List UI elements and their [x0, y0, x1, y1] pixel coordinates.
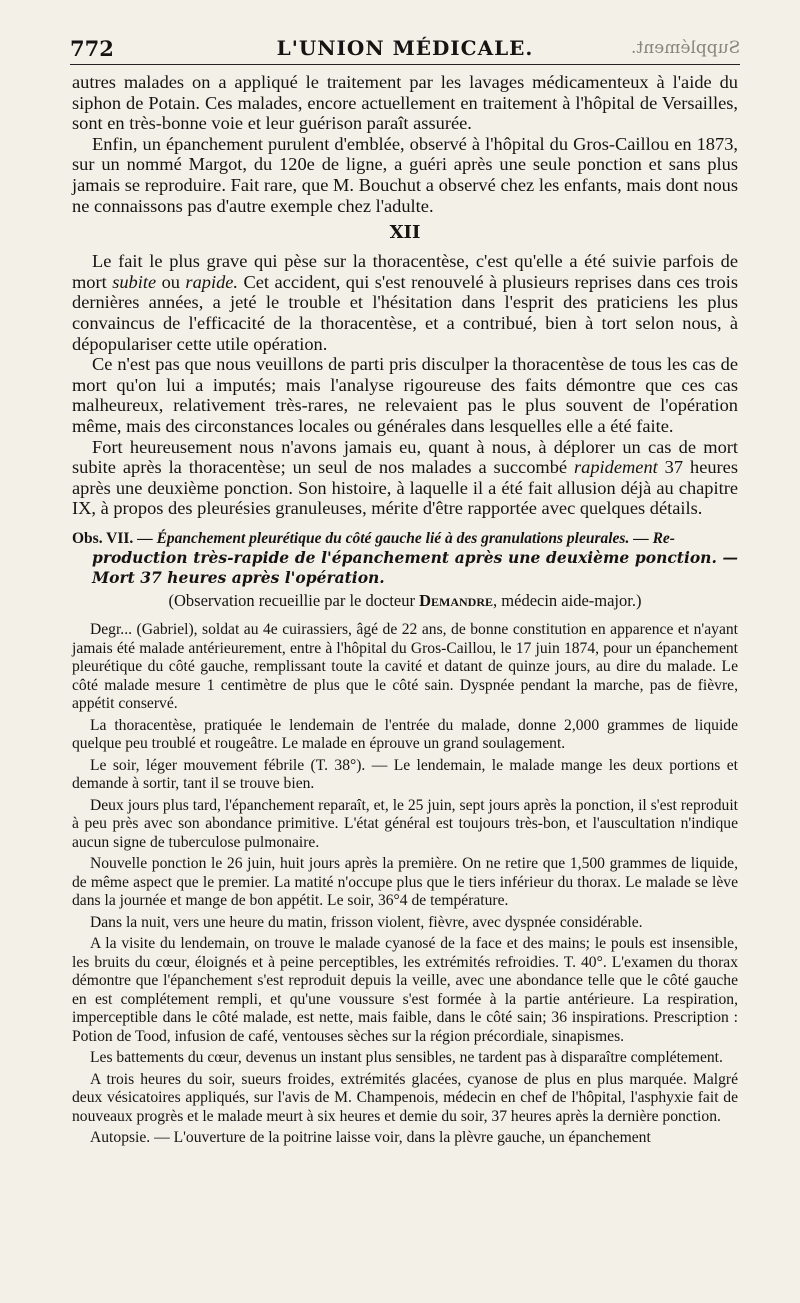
- paragraph: [72, 251, 738, 354]
- emphasis-text: rapidement: [574, 457, 658, 478]
- paragraph: A la visite du lendemain, on trouve le malade cyanosé de la face et des mains; le pouls est insensible, les bruits du cœur, éloignés et à peine perceptibles, les extrémités refroidies. T. 40°. L'examen du thorax démontre que l'épanchement s'est reproduit depuis la veille, avec une abondance telle que le côté gauche en est complétement rempli, et qu'une voussure s'est formée à la partie antérieure. La respiration, imperceptible dans le côté malade, est nette, mais faible, dans le côté sain; 36 inspirations. Prescription : Potion de Tood, infusion de café, ventouses sèches sur la région précordiale, sinapismes.: [72, 935, 738, 1045]
- paragraph: Ce n'est pas que nous veuillons de parti pris disculper la thoracentèse de tous les cas de mort qu'on lui a imputés; mais l'analyse rigoureuse des faits démontre que ces cas malheureux, relativement très-rares, ne relevaient pas le plus souvent de l'opération même, mais des circonstances locales ou générales dans lesquelles elle a été faite.: [72, 354, 738, 436]
- emphasis-text: rapide.: [185, 271, 239, 292]
- paragraph: autres malades on a appliqué le traitement par les lavages médicamenteux à l'aide du siphon de Potain. Ces malades, encore actuellement en traitement à l'hôpital de Versailles, sont en très-bonne voie et leur guérison paraît assurée.: [72, 72, 738, 134]
- author-name: Demandre: [419, 591, 494, 611]
- paragraph: [72, 437, 738, 519]
- header-rule: [70, 64, 740, 65]
- bleed-through-text: Supplément.: [630, 38, 740, 58]
- paragraph: La thoracentèse, pratiquée le lendemain de l'entrée du malade, donne 2,000 grammes de liquide quelque peu troublé et rougeâtre. Le malade en éprouve un grand soulagement.: [72, 716, 738, 753]
- observation-title-text: Épanchement pleurétique du côté gauche lié à des granulations pleurales. — Re-: [156, 529, 675, 547]
- text-run: ou: [156, 271, 186, 292]
- text-run: , médecin aide-major.): [493, 591, 642, 611]
- paragraph: Les battements du cœur, devenus un instant plus sensibles, ne tardent pas à disparaître complétement.: [90, 1049, 723, 1067]
- observation-label: Obs. VII. —: [72, 529, 153, 547]
- section-heading: XII: [389, 222, 421, 244]
- paragraph: Deux jours plus tard, l'épanchement reparaît, et, le 25 juin, sept jours après la ponction, il s'est reproduit à peu près avec son abondance primitive. L'état général est toujours très-bon, et l'auscultation n'indique aucun signe de tuberculose pulmonaire.: [72, 796, 738, 851]
- paragraph: Nouvelle ponction le 26 juin, huit jours après la première. On ne retire que 1,500 grammes de liquide, de même aspect que le premier. La matité n'occupe plus que le tiers inférieur du thorax. Le malade se lève dans la journée et mange de bon appétit. Le soir, 36°4 de température.: [72, 855, 738, 910]
- page-number: 772: [70, 36, 114, 61]
- paragraph: Dans la nuit, vers une heure du matin, frisson violent, fièvre, avec dyspnée considérable.: [90, 913, 643, 931]
- paragraph: Enfin, un épanchement purulent d'emblée, observé à l'hôpital du Gros-Caillou en 1873, sur un nommé Margot, du 120e de ligne, a guéri après une seule ponction et sans plus jamais se reproduire. Fait rare, que M. Bouchut a observé chez les enfants, mais dont nous ne connaissons pas d'autre exemple chez l'adulte.: [72, 133, 738, 216]
- emphasis-text: subite: [112, 271, 157, 292]
- paragraph: A trois heures du soir, sueurs froides, extrémités glacées, cyanose de plus en plus marquée. Malgré deux vésicatoires appliqués, sur l'avis de M. Champenois, médecin en chef de l'hôpital, l'asphyxie fait de nouveaux progrès et le malade meurt à six heures et demie du soir, 37 heures après la dernière ponction.: [72, 1070, 738, 1125]
- paragraph: Le soir, léger mouvement fébrile (T. 38°). — Le lendemain, le malade mange les deux portions et demande à sortir, tant il se trouve bien.: [72, 756, 738, 793]
- observation-body: [72, 621, 738, 1148]
- observation-title: [72, 529, 738, 549]
- text-run: (Observation recueillie par le docteur: [168, 591, 420, 611]
- section-xii-text: [72, 251, 738, 519]
- text-run: 37 heures après une deuxième ponction. Son histoire, à laquelle il a été fait allusion déjà au chapitre IX, à propos des pleurésies granuleuses, mérite d'être rapportée avec quelques détails.: [72, 457, 738, 519]
- page-header: [70, 34, 740, 62]
- paragraph: Autopsie. — L'ouverture de la poitrine laisse voir, dans la plèvre gauche, un épanchement: [90, 1129, 651, 1147]
- text-run: Cet accident, qui s'est renouvelé à plusieurs reprises dans ces trois dernières années, a jeté le trouble et l'hésitation dans l'esprit des praticiens les plus convaincus de l'efficacité de la thoracentèse, et a contribué, bien à tort selon nous, à dépopulariser cette utile opération.: [72, 271, 738, 354]
- observation-source: [72, 591, 738, 611]
- section-xi-text: [72, 72, 738, 216]
- paragraph: Degr... (Gabriel), soldat au 4e cuirassiers, âgé de 22 ans, de bonne constitution en apparence et n'ayant jamais été malade antérieurement, entre à l'hôpital du Gros-Caillou, le 17 juin 1874, pour un épanchement pleurétique du côté gauche, remplissant toute la cavité et datant de quinze jours, au dire du malade. Le côté malade mesure 1 centimètre de plus que le côté sain. Dyspnée pendant la marche, pas de fièvre, appétit conservé.: [72, 621, 738, 713]
- observation-title-continued: production très-rapide de l'épanchement après une deuxième ponction. — Mort 37 heures après l'opération.: [92, 548, 738, 587]
- page-content: [72, 72, 738, 1148]
- text-run: Fort heureusement nous n'avons jamais eu, quant à nous, à déplorer un cas de mort subite après la thoracentèse; un seul de nos malades a succombé: [72, 436, 738, 478]
- text-run: Le fait le plus grave qui pèse sur la thoracentèse, c'est qu'elle a été suivie parfois de mort: [72, 251, 738, 292]
- running-title: L'UNION MÉDICALE.: [276, 36, 534, 60]
